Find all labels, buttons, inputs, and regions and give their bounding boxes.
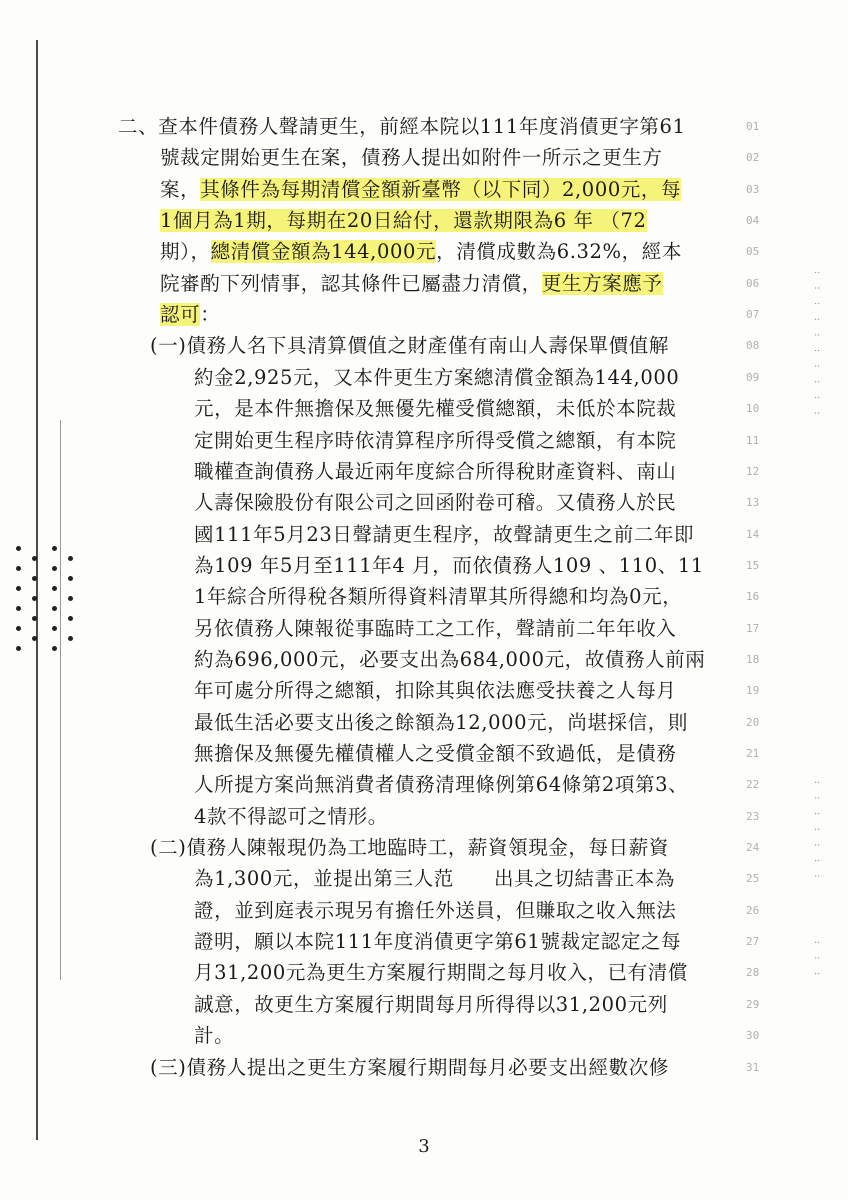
highlighted-text: 其條件為每期清償金額新臺幣（以下同）2,000元，每 xyxy=(200,177,682,201)
text-line xyxy=(160,270,663,298)
text-segment: 1年綜合所得稅各類所得資料清單其所得總和均為0元， xyxy=(194,585,683,609)
text-line xyxy=(194,521,694,549)
text-line xyxy=(194,803,388,831)
text-line xyxy=(194,1022,234,1050)
text-line xyxy=(194,395,676,423)
text-segment: (一)債務人名下具清算價值之財產僅有南山人壽保單價值解 xyxy=(150,334,669,358)
line-number: 22 xyxy=(746,778,760,792)
line-number: 03 xyxy=(746,182,760,196)
text-line xyxy=(194,552,704,580)
line-number: 18 xyxy=(746,652,760,666)
text-segment: 4款不得認可之情形。 xyxy=(194,804,388,828)
margin-marks: : : : xyxy=(813,940,822,980)
line-number: 17 xyxy=(746,621,760,635)
line-number: 11 xyxy=(746,433,760,447)
text-line xyxy=(150,1054,669,1082)
text-segment: 最低生活必要支出後之餘額為12,000元，尚堪採信，則 xyxy=(194,710,688,734)
text-segment: 無擔保及無優先權債權人之受償金額不致過低，是債務 xyxy=(194,742,677,765)
text-line xyxy=(194,458,676,486)
text-segment: ： xyxy=(200,303,221,327)
text-segment: 人壽保險股份有限公司之回函附卷可稽。又債務人於民 xyxy=(194,491,677,515)
text-line xyxy=(160,144,663,172)
highlighted-text: 更生方案應予 xyxy=(541,271,663,295)
text-segment: 約為696,000元，必要支出為684,000元，故債務人前兩 xyxy=(194,647,706,671)
text-line xyxy=(194,959,688,987)
text-segment: 約金2,925元，又本件更生方案總清償金額為144,000 xyxy=(194,365,680,389)
line-number: 30 xyxy=(746,1029,760,1043)
text-line xyxy=(194,677,676,705)
text-line xyxy=(118,113,686,141)
line-number: 01 xyxy=(746,120,760,133)
text-segment: 元，是本件無擔保及無優先權受償總額，未低於本院裁 xyxy=(194,397,677,421)
text-segment: 號裁定開始更生在案，債務人提出如附件一所示之更生方 xyxy=(160,146,663,170)
text-segment: 誠意，故更生方案履行期間每月所得得以31,200元列 xyxy=(194,992,668,1016)
text-line xyxy=(194,364,679,392)
highlighted-text: 總清償金額為144,000元 xyxy=(210,240,437,264)
text-line xyxy=(160,176,681,204)
text-segment: 院審酌下列情事，認其條件已屬盡力清償， xyxy=(160,271,542,295)
line-number: 13 xyxy=(746,496,760,510)
text-segment: 期）， xyxy=(160,240,211,264)
text-segment: 計。 xyxy=(194,1024,235,1048)
line-number: 10 xyxy=(746,402,760,416)
line-number: 07 xyxy=(746,308,760,322)
text-line xyxy=(160,301,220,329)
line-number: 02 xyxy=(746,151,760,165)
text-segment: 國111年5月23日聲請更生程序，故聲請更生之前二年即 xyxy=(194,522,695,546)
margin-marks: : : : : : : : : : : xyxy=(813,270,822,419)
line-number: 14 xyxy=(746,527,760,541)
line-number: 20 xyxy=(746,715,760,729)
text-line xyxy=(160,207,647,235)
line-number: 12 xyxy=(746,464,760,478)
text-segment: 證明，願以本院111年度消債更字第61號裁定認定之每 xyxy=(194,930,682,954)
line-number: 28 xyxy=(746,966,760,980)
text-segment: 人所提方案尚無消費者債務清理條例第64條第2項第3、 xyxy=(194,773,689,797)
text-segment: 為109 年5月至111年4 月，而依債務人109 、110、11 xyxy=(194,553,704,577)
text-line xyxy=(150,332,669,360)
highlighted-text: 認可 xyxy=(160,303,201,327)
text-segment: ，清償成數為6.32%，經本 xyxy=(436,240,682,264)
highlighted-text: 1個月為1期，每期在20日給付，還款期限為6 年 （72 xyxy=(160,209,647,233)
line-number: 08 xyxy=(746,339,760,353)
line-number: 31 xyxy=(746,1060,760,1074)
line-number: 05 xyxy=(746,245,760,259)
text-line xyxy=(194,615,676,643)
text-segment: (二)債務人陳報現仍為工地臨時工，薪資領現金，每日薪資 xyxy=(150,836,669,860)
line-number: 15 xyxy=(746,558,760,572)
line-number: 16 xyxy=(746,590,760,604)
margin-marks: : : : : : : : xyxy=(813,780,822,882)
text-segment: 二、查本件債務人聲請更生，前經本院以111年度消債更字第61 xyxy=(118,115,686,138)
text-segment: 定開始更生程序時依清算程序所得受償之總額，有本院 xyxy=(194,428,677,452)
text-segment: 案， xyxy=(160,177,201,201)
text-line xyxy=(194,897,676,925)
line-number: 04 xyxy=(746,214,760,228)
text-line xyxy=(194,427,676,455)
text-segment: (三)債務人提出之更生方案履行期間每月必要支出經數次修 xyxy=(150,1055,669,1079)
text-line xyxy=(194,991,668,1019)
text-line xyxy=(194,865,675,893)
text-line xyxy=(194,740,676,768)
line-number: 25 xyxy=(746,872,760,886)
text-line xyxy=(194,583,682,611)
line-number: 06 xyxy=(746,276,760,290)
text-line xyxy=(194,489,676,517)
line-number: 19 xyxy=(746,684,760,698)
text-line xyxy=(150,834,669,862)
line-number: 09 xyxy=(746,370,760,384)
line-number: 29 xyxy=(746,997,760,1011)
text-segment: 年可處分所得之總額，扣除其與依法應受扶養之人每月 xyxy=(194,679,677,703)
text-line xyxy=(194,928,681,956)
text-line xyxy=(160,238,682,266)
line-number: 24 xyxy=(746,841,760,855)
text-line xyxy=(194,709,688,737)
text-segment: 另依債務人陳報從事臨時工之工作，聲請前二年年收入 xyxy=(194,616,677,640)
line-number: 23 xyxy=(746,809,760,823)
page-number: 3 xyxy=(418,1136,430,1157)
text-line xyxy=(194,646,705,674)
text-segment: 證，並到庭表示現另有擔任外送員，但賺取之收入無法 xyxy=(194,898,677,922)
text-segment: 月31,200元為更生方案履行期間之每月收入，已有清償 xyxy=(194,961,688,985)
text-segment: 為1,300元，並提出第三人范 出具之切結書正本為 xyxy=(194,867,675,891)
text-segment: 職權查詢債務人最近兩年度綜合所得稅財產資料、南山 xyxy=(194,459,677,483)
line-number: 26 xyxy=(746,903,760,917)
line-number: 27 xyxy=(746,935,760,949)
line-number: 21 xyxy=(746,747,760,760)
text-line xyxy=(194,771,688,799)
